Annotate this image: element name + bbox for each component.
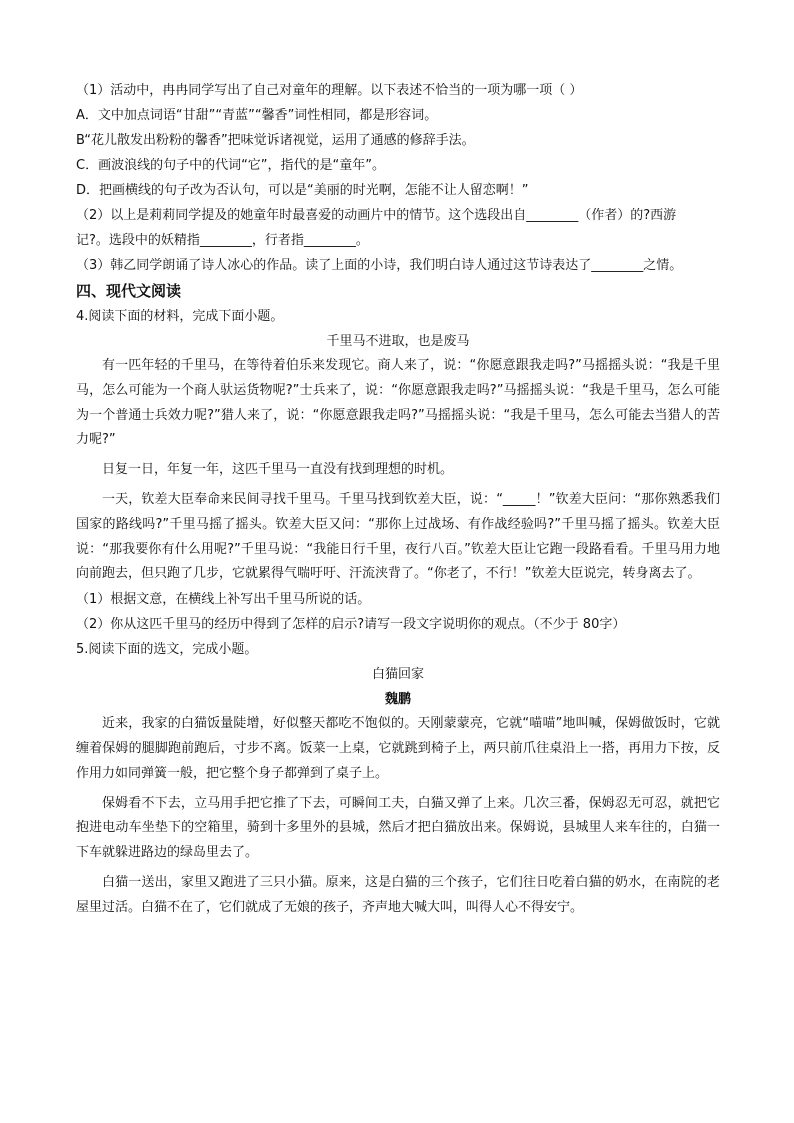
story2-title: 白猫回家 — [371, 667, 424, 683]
question-3-3: （3）韩乙同学朗诵了诗人冰心的作品。读了上面的小诗，我们明白诗人通过这节诗表达了________之情。 — [76, 258, 683, 273]
question-3-2-line2: 记?。选段中的妖精指________，行者指________。 — [76, 233, 369, 248]
section-heading: 四、现代文阅读 — [76, 282, 182, 300]
question-3-2-line1: （2）以上是莉莉同学提及的她童年时最喜爱的动画片中的情节。这个选段出自________（作者）的?西游 — [76, 208, 677, 223]
option-d: D．把画横线的句子改为否认句，可以是“美丽的时光啊，怎能不让人留恋啊！” — [76, 183, 529, 198]
question-5-intro: 5.阅读下面的选文，完成小题。 — [76, 642, 258, 658]
story2-author: 魏鹏 — [384, 692, 411, 708]
question-4-2: （2）你从这匹千里马的经历中得到了怎样的启示?请写一段文字说明你的观点。（不少于 80字） — [76, 617, 626, 633]
story-paragraph: 有一匹年轻的千里马，在等待着伯乐来发现它。商人来了，说：“你愿意跟我走吗?”马摇摇头说：“我是千里马，怎么可能为一个商人驮运货物呢?”士兵来了，说：“你愿意跟我走吗?”马摇摇头说：“我是千里马，怎么可能为一个普通士兵效力呢?”猎人来了，说：“你愿意跟我走吗?”马摇摇头说：“我是千里马，怎么可能去当猎人的苦力呢?” — [76, 358, 720, 448]
story-paragraph: 日复一日，年复一年，这匹千里马一直没有找到理想的时机。 — [102, 462, 454, 478]
option-a: A．文中加点词语“甘甜”“青蓝”“馨香”词性相同，都是形容词。 — [76, 108, 438, 123]
question-3-1: （1）活动中，冉冉同学写出了自己对童年的理解。以下表述不恰当的一项为哪一项（ ） — [76, 83, 583, 98]
story2-paragraph: 保姆看不下去，立马用手把它推了下去，可瞬间工夫，白猫又弹了上来。几次三番，保姆忍无可忍，就把它抱进电动车坐垫下的空箱里，骑到十多里外的县城，然后才把白猫放出来。保姆说，县城里人来车往的，白猫一下车就躲进路边的绿岛里去了。 — [76, 795, 720, 861]
question-4-1: （1）根据文意，在横线上补写出千里马所说的话。 — [76, 592, 371, 608]
option-c: C．画波浪线的句子中的代词“它”，指代的是“童年”。 — [76, 158, 386, 173]
story2-paragraph: 白猫一送出，家里又跑进了三只小猫。原来，这是白猫的三个孩子，它们往日吃着白猫的奶水，在南院的老屋里过活。白猫不在了，它们就成了无娘的孩子，齐声地大喊大叫，叫得人心不得安宁。 — [76, 874, 720, 915]
option-b: B“花儿散发出粉粉的馨香”把味觉诉诸视觉，运用了通感的修辞手法。 — [76, 133, 475, 148]
question-4-intro: 4.阅读下面的材料，完成下面小题。 — [76, 309, 284, 324]
story2-paragraph: 近来，我家的白猫饭量陡增，好似整天都吃不饱似的。天刚蒙蒙亮，它就“喵喵”地叫喊，保姆做饭时，它就缠着保姆的腿脚跑前跑后，寸步不离。饭菜一上桌，它就跳到椅子上，两只前爪往桌沿上一搭，再用力下按，反作用力如同弹簧一般，把它整个身子都弹到了桌子上。 — [76, 716, 720, 781]
story-paragraph: 一天，钦差大臣奉命来民间寻找千里马。千里马找到钦差大臣，说：“_____！”钦差大臣问：“那你熟悉我们国家的路线吗?”千里马摇了摇头。钦差大臣又问：“那你上过战场、有作战经验吗?”千里马摇了摇头。钦差大臣说：“那我要你有什么用呢?”千里马说：“我能日行千里，夜行八百。”钦差大臣让它跑一段路看看。千里马用力地向前跑去，但只跑了几步，它就累得气喘吁吁、汗流浃背了。“你老了，不行！”钦差大臣说完，转身离去了。 — [76, 491, 720, 582]
document-page — [76, 78, 720, 921]
story-title: 千里马不进取，也是废马 — [326, 334, 470, 349]
